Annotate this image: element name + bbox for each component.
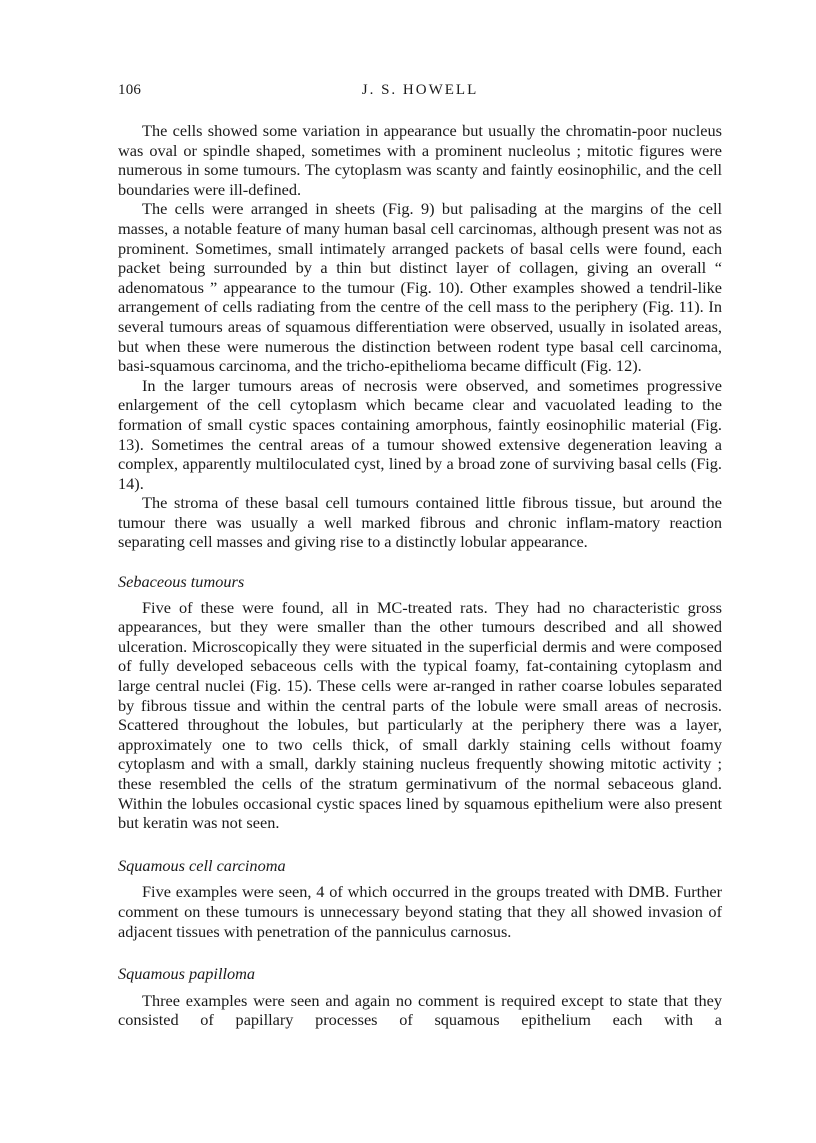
paragraph: The cells were arranged in sheets (Fig. 9) but palisading at the margins of the cell masses, a notable feature of many human basal cell carcinomas, although present was not as prominent. Sometimes, small intimately arranged packets of basal cells were found, each packet being surrounded by a thin but distinct layer of collagen, giving an overall “ adenomatous ” appearance to the tumour (Fig. 10). Other examples showed a tendril-like arrangement of cells radiating from the centre of the cell mass to the periphery (Fig. 11). In several tumours areas of squamous differentiation were observed, usually in isolated areas, but when these were numerous the distinction between rodent type basal cell carcinoma, basi-squamous carcinoma, and the tricho-epithelioma became difficult (Fig. 12). [118, 199, 722, 376]
section-heading: Squamous papilloma [118, 964, 256, 984]
running-head [118, 82, 722, 104]
body-text [118, 121, 722, 1030]
paragraph: The stroma of these basal cell tumours contained little fibrous tissue, but around the tumour there was usually a well marked fibrous and chronic inflam-matory reaction separating cell masses and giving rise to a distinctly lobular appearance. [118, 493, 722, 552]
running-head-author: J. S. HOWELL [361, 82, 479, 98]
intro-section [118, 121, 722, 552]
section-heading: Squamous cell carcinoma [118, 855, 286, 875]
section-squamous-papilloma [118, 964, 722, 1030]
document-page [118, 82, 722, 1030]
paragraph: Five of these were found, all in MC-treated rats. They had no characteristic gross appearances, but they were smaller than the other tumours described and all showed ulceration. Microscopically they were situated in the superficial dermis and were composed of fully developed sebaceous cells with the typical foamy, fat-containing cytoplasm and large central nuclei (Fig. 15). These cells were ar-ranged in rather coarse lobules separated by fibrous tissue and within the central parts of the lobule were small areas of necrosis. Scattered throughout the lobules, but particularly at the periphery there was a layer, approximately one to two cells thick, of small darkly staining cells without foamy cytoplasm and with a small, darkly staining nucleus frequently showing mitotic activity ; these resembled the cells of the stratum germinativum of the normal sebaceous gland. Within the lobules occasional cystic spaces lined by squamous epithelium were also present but keratin was not seen. [118, 597, 722, 833]
paragraph: The cells showed some variation in appearance but usually the chromatin-poor nucleus was oval or spindle shaped, sometimes with a prominent nucleolus ; mitotic figures were numerous in some tumours. The cytoplasm was scanty and faintly eosinophilic, and the cell boundaries were ill-defined. [118, 121, 722, 199]
section-heading: Sebaceous tumours [118, 572, 245, 592]
page-number: 106 [118, 82, 142, 98]
paragraph: In the larger tumours areas of necrosis were observed, and sometimes progressive enlargement of the cell cytoplasm which became clear and vacuolated leading to the formation of small cystic spaces containing amorphous, faintly eosinophilic material (Fig. 13). Sometimes the central areas of a tumour showed extensive degeneration leaving a complex, apparently multiloculated cyst, lined by a broad zone of surviving basal cells (Fig. 14). [118, 375, 722, 493]
paragraph: Five examples were seen, 4 of which occurred in the groups treated with DMB. Further comment on these tumours is unnecessary beyond stating that they all showed invasion of adjacent tissues with penetration of the panniculus carnosus. [118, 882, 722, 941]
paragraph: Three examples were seen and again no comment is required except to state that they consisted of papillary processes of squamous epithelium each with a [118, 990, 722, 1030]
section-squamous-cell-carcinoma [118, 856, 722, 941]
section-sebaceous-tumours [118, 572, 722, 833]
